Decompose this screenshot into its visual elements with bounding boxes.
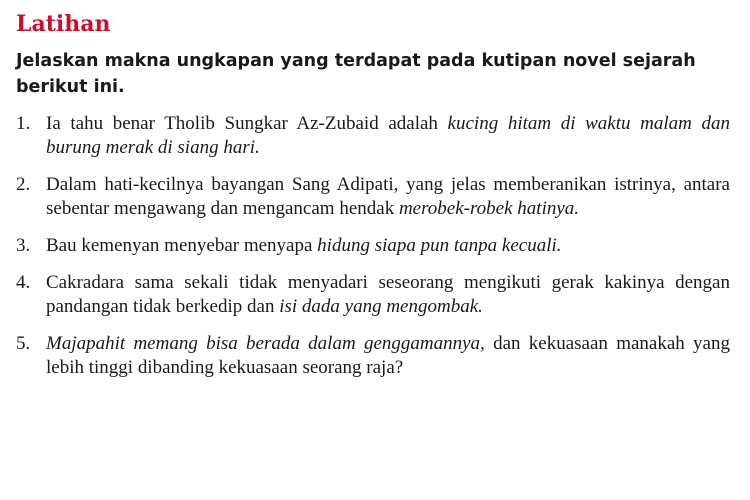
item-text — [46, 332, 730, 380]
list-item — [16, 112, 730, 160]
item-text — [46, 271, 730, 319]
section-title: Latihan — [16, 11, 111, 37]
item-text-plain: Cakradara sama sekali tidak menyadari seseorang mengikuti gerak kakinya dengan pandangan tidak berkedip dan — [46, 272, 730, 317]
item-text-italic-expression: Majapahit memang bisa berada dalam genggamannya, — [46, 333, 485, 354]
item-text — [46, 234, 730, 258]
item-text-plain: Dalam hati-kecilnya bayangan Sang Adipati, yang jelas memberanikan istrinya, antara sebentar mengawang dan mengancam hendak — [46, 174, 730, 219]
item-number: 3. — [16, 235, 31, 256]
list-item — [16, 332, 730, 380]
item-text — [46, 173, 730, 221]
item-text-plain-tail: dan kekuasaan manakah yang lebih tinggi dibanding kekuasaan seorang raja? — [46, 333, 730, 378]
exercise-list — [16, 112, 730, 380]
list-item — [16, 173, 730, 221]
item-text-italic-expression: kucing hitam di waktu malam dan burung merak di siang hari. — [46, 113, 730, 158]
item-text — [46, 112, 730, 160]
item-text-italic-expression: merobek-robek hatinya. — [398, 198, 580, 219]
item-number: 2. — [16, 174, 31, 195]
item-text-italic-expression: isi dada yang mengombak. — [279, 296, 483, 317]
list-item — [16, 271, 730, 319]
item-text-plain: Bau kemenyan menyebar menyapa — [46, 235, 318, 256]
item-text-italic-expression: hidung siapa pun tanpa kecuali. — [317, 235, 562, 256]
exercise-page — [16, 10, 730, 393]
item-number: 1. — [16, 113, 31, 134]
exercise-instruction: Jelaskan makna ungkapan yang terdapat pada kutipan novel sejarah berikut ini. — [16, 51, 696, 97]
item-text-plain: Ia tahu benar Tholib Sungkar Az-Zubaid adalah — [46, 113, 448, 134]
item-number: 4. — [16, 272, 31, 293]
list-item — [16, 234, 730, 258]
item-number: 5. — [16, 333, 31, 354]
